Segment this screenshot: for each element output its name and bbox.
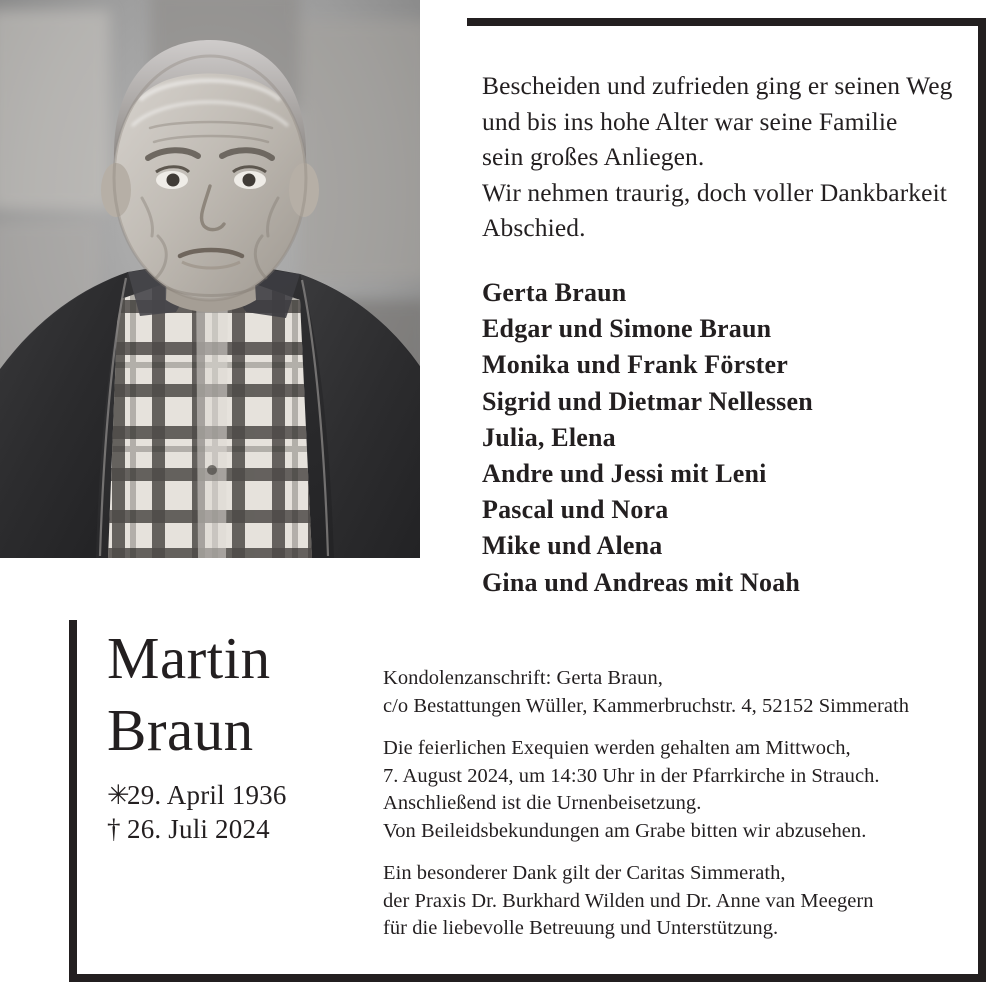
- thanks-line: der Praxis Dr. Burkhard Wilden und Dr. Anne van Meegern: [383, 889, 874, 912]
- service-line: Anschließend ist die Urnenbeisetzung.: [383, 792, 702, 814]
- verse-line: Wir nehmen traurig, doch voller Dankbarkeit: [482, 177, 947, 207]
- family-name: Gerta Braun: [482, 278, 627, 307]
- portrait-photo: [0, 0, 420, 558]
- family-name: Andre und Jessi mit Leni: [482, 459, 767, 489]
- thanks-line: für die liebevolle Betreuung und Unterstützung.: [383, 917, 779, 939]
- family-name: Edgar und Simone Braun: [482, 314, 772, 344]
- death-date: 26. Juli 2024: [127, 814, 270, 844]
- life-dates: [107, 778, 397, 846]
- verse-line: sein großes Anliegen.: [482, 142, 705, 171]
- service-line: Von Beileidsbekundungen am Grabe bitten wir abzusehen.: [383, 819, 867, 842]
- family-name: Sigrid und Dietmar Nellessen: [482, 386, 813, 416]
- frame-rule-bottom: [69, 974, 986, 982]
- service-line: 7. August 2024, um 14:30 Uhr in der Pfarrkirche in Strauch.: [383, 764, 880, 787]
- verse-line: und bis ins hohe Alter war seine Familie: [482, 106, 898, 136]
- service-details-block: [383, 735, 973, 845]
- birth-star-icon: ✳: [107, 780, 130, 810]
- condolence-line: Kondolenzanschrift: Gerta Braun,: [383, 667, 663, 689]
- service-line: Die feierlichen Exequien werden gehalten am Mittwoch,: [383, 737, 851, 759]
- condolence-line: c/o Bestattungen Wüller, Kammerbruchstr. 4, 52152 Simmerath: [383, 694, 910, 717]
- family-name: Pascal und Nora: [482, 495, 669, 525]
- birth-date: 29. April 1936: [127, 780, 287, 810]
- frame-rule-right: [978, 18, 986, 982]
- verse-line: Bescheiden und zufrieden ging er seinen Weg: [482, 71, 953, 100]
- bereaved-family-names: [482, 275, 972, 601]
- memorial-verse: [482, 68, 972, 246]
- deceased-last-name: Braun: [107, 697, 254, 763]
- condolence-address-block: [383, 665, 973, 720]
- deceased-first-name: Martin: [107, 625, 271, 691]
- thanks-block: [383, 860, 973, 943]
- birth-date-line: [107, 778, 397, 812]
- funeral-information: [383, 665, 973, 943]
- thanks-line: Ein besonderer Dank gilt der Caritas Simmerath,: [383, 862, 786, 884]
- death-date-line: [107, 812, 397, 846]
- frame-rule-left: [69, 620, 77, 982]
- death-cross-icon: †: [107, 814, 121, 844]
- family-name: Monika und Frank Förster: [482, 350, 788, 380]
- family-name: Mike und Alena: [482, 531, 663, 561]
- frame-rule-top: [467, 18, 986, 26]
- portrait-photo-graphic: [0, 0, 420, 558]
- deceased-name: [107, 622, 397, 766]
- family-name: Julia, Elena: [482, 422, 616, 452]
- verse-line: Abschied.: [482, 213, 586, 242]
- family-name: Gina und Andreas mit Noah: [482, 567, 801, 597]
